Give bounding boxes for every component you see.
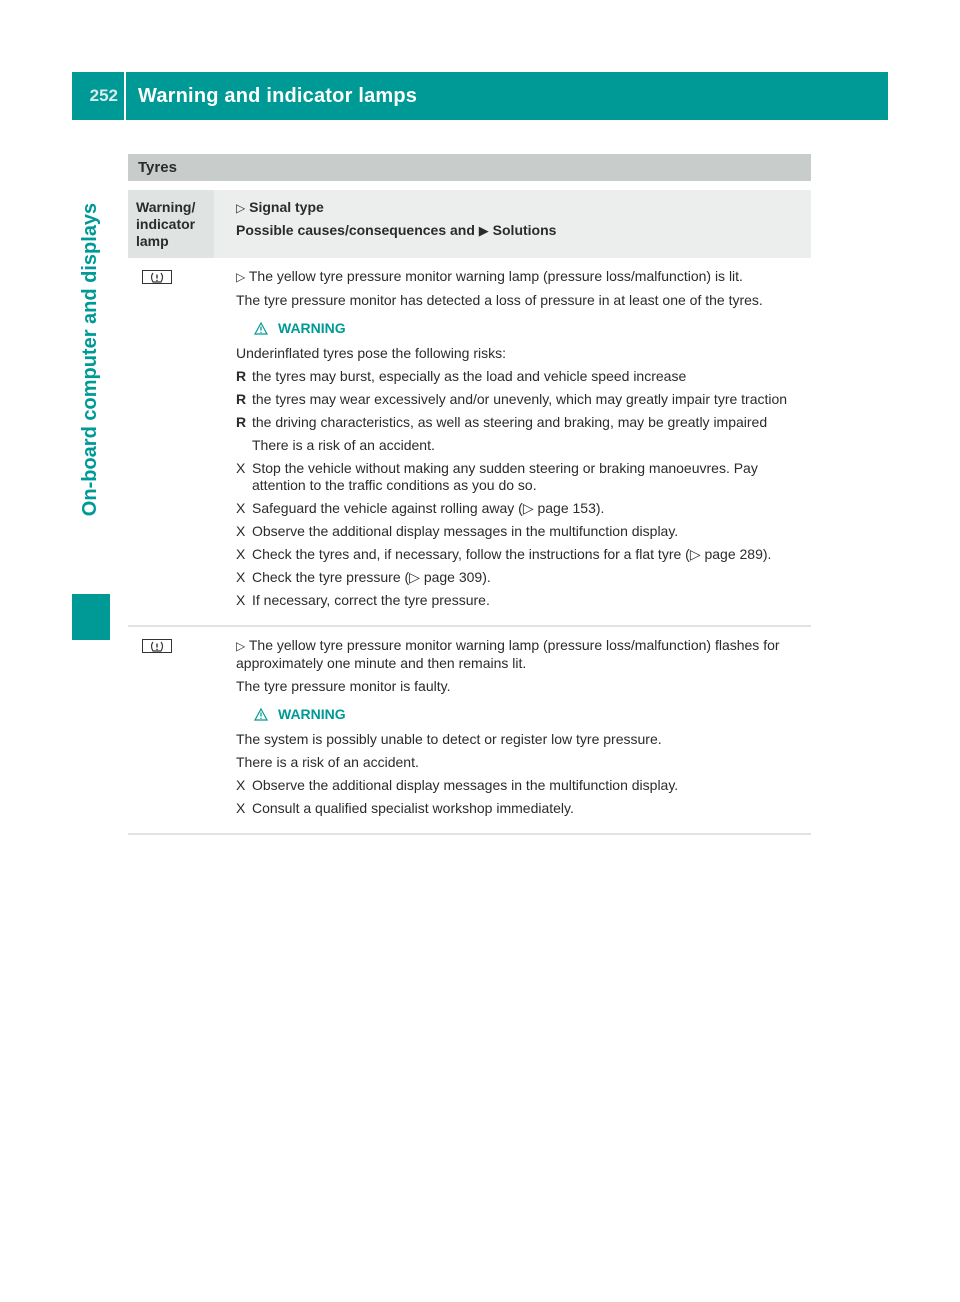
cause-text: The tyre pressure monitor is faulty. — [236, 678, 451, 694]
arrowhead-icon: ▶ — [478, 223, 489, 238]
risk-text: There is a risk of an accident. — [236, 754, 419, 770]
tyre-pressure-lamp-icon — [142, 639, 172, 653]
triangle-right-icon: ▷ — [236, 201, 246, 215]
side-tab-marker — [72, 594, 110, 640]
page-number: 252 — [72, 72, 126, 120]
signal-type-header: Signal type — [249, 199, 324, 215]
action-item: X If necessary, correct the tyre pressure. — [236, 592, 490, 608]
warning-heading: WARNING — [254, 706, 811, 723]
side-tab — [72, 124, 110, 594]
table-row — [128, 258, 811, 627]
list-item: R the driving characteristics, as well as steering and braking, may be greatly impaired — [236, 414, 768, 430]
side-tab-label: On-board computer and displays — [79, 202, 102, 516]
tyre-pressure-lamp-icon — [142, 270, 172, 284]
warning-text: The system is possibly unable to detect or register low tyre pressure. — [236, 731, 662, 747]
table-row — [128, 627, 811, 835]
action-item: X Safeguard the vehicle against rolling away (▷ page 153). — [236, 500, 605, 516]
warning-intro: Underinflated tyres pose the following risks: — [236, 345, 507, 361]
action-item: X Stop the vehicle without making any sudden steering or braking manoeuvres. Pay attention to the traffic conditions as you do so. — [236, 460, 758, 493]
page-title: Warning and indicator lamps — [138, 84, 418, 107]
action-item: X Consult a qualified specialist workshop immediately. — [236, 800, 574, 816]
main-content — [128, 154, 811, 835]
action-item: X Check the tyres and, if necessary, follow the instructions for a flat tyre (▷ page 289). — [236, 546, 772, 562]
triangle-right-icon: ▷ — [236, 639, 246, 653]
action-item: X Check the tyre pressure (▷ page 309). — [236, 569, 491, 585]
signal-text: The yellow tyre pressure monitor warning lamp (pressure loss/malfunction) is lit. — [248, 268, 743, 284]
warning-triangle-icon — [254, 322, 268, 335]
list-item: R the tyres may burst, especially as the load and vehicle speed increase — [236, 368, 687, 384]
warning-triangle-icon — [254, 708, 268, 721]
lamp-column-header: Warning/ indicator lamp — [128, 190, 214, 258]
action-item: X Observe the additional display messages in the multifunction display. — [236, 777, 679, 793]
risk-text: There is a risk of an accident. — [252, 437, 435, 453]
causes-header: Possible causes/consequences and — [236, 222, 475, 238]
triangle-right-icon: ▷ — [236, 270, 246, 284]
section-title: Tyres — [128, 154, 811, 181]
list-item: R the tyres may wear excessively and/or unevenly, which may greatly impair tyre traction — [236, 391, 788, 407]
cause-text: The tyre pressure monitor has detected a loss of pressure in at least one of the tyres. — [236, 292, 763, 308]
action-item: X Observe the additional display messages in the multifunction display. — [236, 523, 679, 539]
warning-heading: WARNING — [254, 320, 811, 337]
solutions-header: Solutions — [492, 222, 557, 238]
table-header — [128, 190, 811, 258]
page-header — [72, 72, 888, 120]
signal-text: The yellow tyre pressure monitor warning lamp (pressure loss/malfunction) flashes for approximately one minute and then remains lit. — [236, 637, 780, 671]
